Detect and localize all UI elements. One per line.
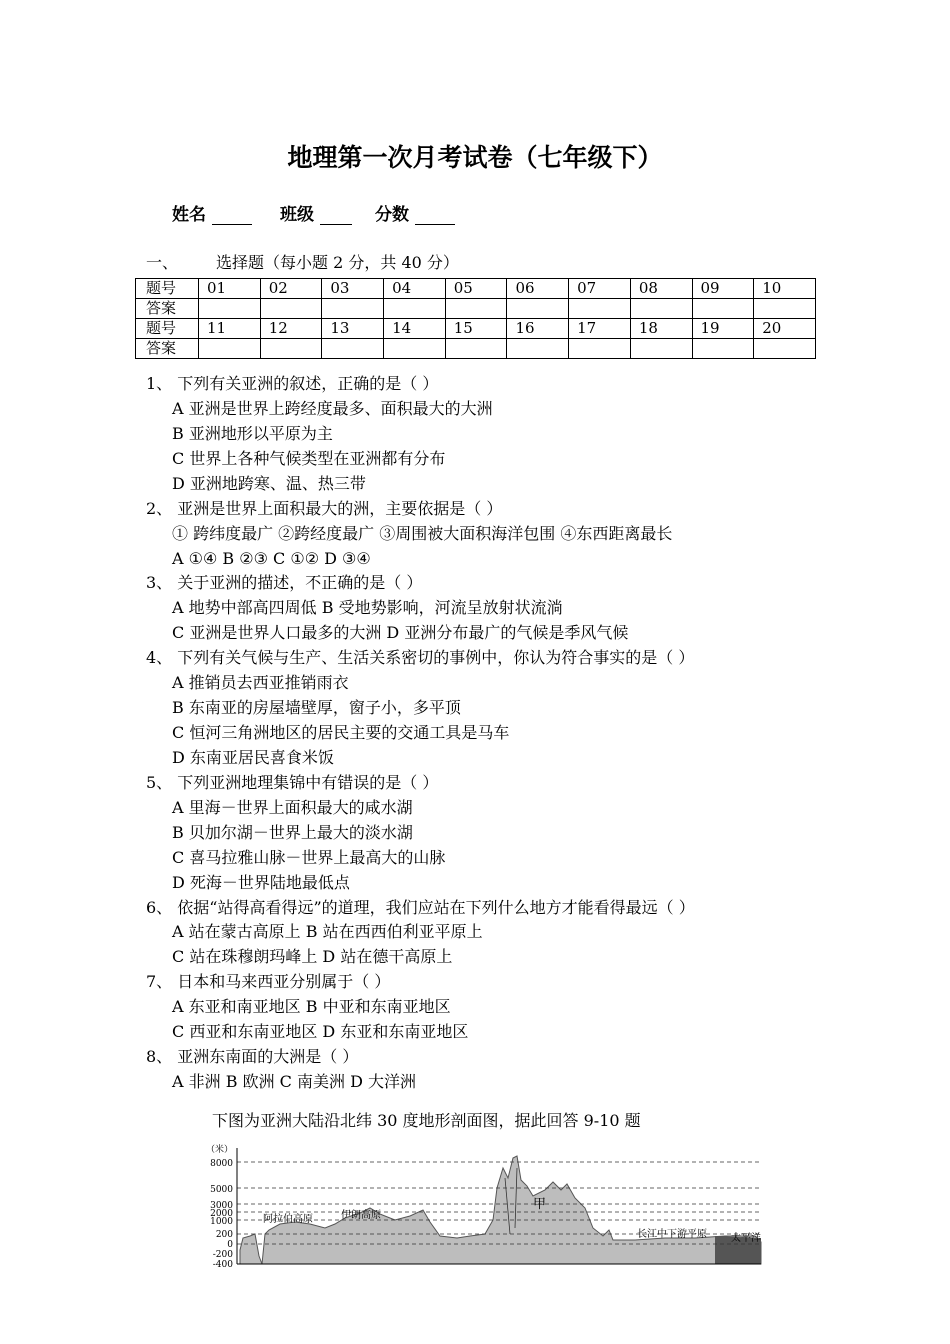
answer-cell[interactable] [384, 299, 446, 319]
number-cell: 12 [260, 319, 322, 339]
number-cell: 11 [199, 319, 261, 339]
score-label: 分数 [375, 205, 409, 225]
y-tick-label: 200 [215, 1230, 233, 1240]
number-cell: 01 [199, 279, 261, 299]
option[interactable]: C 西亚和东南亚地区 D 东亚和东南亚地区 [172, 1022, 469, 1041]
option[interactable]: A ①④ B ②③ C ①② D ③④ [172, 549, 371, 568]
answer-label-cell: 答案 [136, 299, 199, 319]
option[interactable]: B 贝加尔湖－世界上最大的淡水湖 [172, 823, 413, 842]
table-row [136, 319, 816, 339]
option[interactable]: C 喜马拉雅山脉－世界上最高大的山脉 [172, 848, 446, 867]
option[interactable]: B 亚洲地形以平原为主 [172, 424, 333, 443]
label-yangtze-plain: 长江中下游平原 [637, 1229, 707, 1240]
score-field[interactable] [375, 200, 455, 225]
y-tick-label: 2000 [210, 1209, 233, 1219]
option[interactable]: A 非洲 B 欧洲 C 南美洲 D 大洋洲 [172, 1072, 416, 1091]
number-cell: 19 [692, 319, 754, 339]
question-stem: 2、 亚洲是世界上面积最大的洲，主要依据是（ ） [146, 499, 503, 518]
number-cell: 13 [322, 319, 384, 339]
unit-label: （米） [205, 1145, 233, 1155]
terrain-profile-chart [195, 1138, 771, 1270]
answer-table [135, 278, 816, 359]
label-jia: 甲 [533, 1197, 547, 1212]
answer-cell[interactable] [569, 299, 631, 319]
section-number: 一、 [146, 253, 179, 272]
label-pacific: 太平洋 [731, 1233, 761, 1244]
number-cell: 17 [569, 319, 631, 339]
question-stem: 1、 下列有关亚洲的叙述，正确的是（ ） [146, 374, 439, 393]
option[interactable]: A 推销员去西亚推销雨衣 [172, 673, 349, 692]
header-cell: 题号 [136, 279, 199, 299]
answer-cell[interactable] [260, 339, 322, 359]
number-cell: 03 [322, 279, 384, 299]
table-row [136, 299, 816, 319]
figure-caption: 下图为亚洲大陆沿北纬 30 度地形剖面图，据此回答 9-10 题 [212, 1111, 641, 1130]
page-title: 地理第一次月考试卷（七年级下） [287, 143, 663, 172]
answer-cell[interactable] [260, 299, 322, 319]
option[interactable]: C 世界上各种气候类型在亚洲都有分布 [172, 449, 446, 468]
option[interactable]: C 站在珠穆朗玛峰上 D 站在德干高原上 [172, 947, 453, 966]
number-cell: 08 [630, 279, 692, 299]
number-cell: 04 [384, 279, 446, 299]
class-label: 班级 [280, 205, 314, 225]
number-cell: 09 [692, 279, 754, 299]
terrain-area [240, 1156, 761, 1264]
answer-cell[interactable] [445, 339, 507, 359]
answer-cell[interactable] [569, 339, 631, 359]
answer-cell[interactable] [630, 299, 692, 319]
y-tick-label: 8000 [210, 1159, 233, 1169]
option[interactable]: D 死海－世界陆地最低点 [172, 873, 350, 892]
option[interactable]: A 地势中部高四周低 B 受地势影响，河流呈放射状流淌 [172, 598, 563, 617]
section-heading [146, 250, 497, 273]
name-blank[interactable] [212, 206, 252, 225]
question-stem: 5、 下列亚洲地理集锦中有错误的是（ ） [146, 773, 439, 792]
number-cell: 10 [754, 279, 816, 299]
y-tick-label: 5000 [210, 1185, 233, 1195]
number-cell: 14 [384, 319, 446, 339]
option[interactable]: D 东南亚居民喜食米饭 [172, 748, 334, 767]
label-arabian-plateau: 阿拉伯高原 [263, 1214, 313, 1225]
number-cell: 18 [630, 319, 692, 339]
option[interactable]: C 亚洲是世界人口最多的大洲 D 亚洲分布最广的气候是季风气候 [172, 623, 629, 642]
option[interactable]: A 东亚和南亚地区 B 中亚和东南亚地区 [172, 997, 451, 1016]
header-cell: 题号 [136, 319, 199, 339]
answer-label-cell: 答案 [136, 339, 199, 359]
question-stem: 6、 依据“站得高看得远”的道理，我们应站在下列什么地方才能看得最远（ ） [146, 898, 695, 917]
option[interactable]: A 站在蒙古高原上 B 站在西西伯利亚平原上 [172, 922, 483, 941]
answer-cell[interactable] [199, 299, 261, 319]
option[interactable]: A 里海－世界上面积最大的咸水湖 [172, 798, 413, 817]
table-row [136, 279, 816, 299]
answer-cell[interactable] [384, 339, 446, 359]
section-label: 选择题（每小题 2 分，共 40 分） [216, 253, 459, 272]
y-tick-label: 1000 [210, 1217, 233, 1227]
question-stem: 7、 日本和马来西亚分别属于（ ） [146, 972, 391, 991]
option[interactable]: D 亚洲地跨寒、温、热三带 [172, 474, 366, 493]
option[interactable]: C 恒河三角洲地区的居民主要的交通工具是马车 [172, 723, 510, 742]
number-cell: 07 [569, 279, 631, 299]
answer-cell[interactable] [692, 339, 754, 359]
option: ① 跨纬度最广 ②跨经度最广 ③周围被大面积海洋包围 ④东西距离最长 [172, 524, 673, 543]
question-stem: 4、 下列有关气候与生产、生活关系密切的事例中，你认为符合事实的是（ ） [146, 648, 695, 667]
class-field[interactable] [280, 200, 352, 225]
question-stem: 3、 关于亚洲的描述，不正确的是（ ） [146, 573, 423, 592]
table-row [136, 339, 816, 359]
number-cell: 02 [260, 279, 322, 299]
number-cell: 20 [754, 319, 816, 339]
answer-cell[interactable] [199, 339, 261, 359]
y-tick-label: -200 [212, 1250, 233, 1260]
answer-cell[interactable] [754, 339, 816, 359]
class-blank[interactable] [320, 206, 352, 225]
y-tick-label: -400 [212, 1260, 233, 1270]
score-blank[interactable] [415, 206, 455, 225]
answer-cell[interactable] [754, 299, 816, 319]
y-tick-label: 0 [227, 1240, 233, 1250]
label-iranian-plateau: 伊朗高原 [341, 1210, 381, 1221]
answer-cell[interactable] [445, 299, 507, 319]
y-tick-label: 3000 [210, 1201, 233, 1211]
number-cell: 05 [445, 279, 507, 299]
answer-cell[interactable] [322, 299, 384, 319]
option[interactable]: B 东南亚的房屋墙壁厚，窗子小，多平顶 [172, 698, 461, 717]
answer-cell[interactable] [692, 299, 754, 319]
question-stem: 8、 亚洲东南面的大洲是（ ） [146, 1047, 359, 1066]
option[interactable]: A 亚洲是世界上跨经度最多、面积最大的大洲 [172, 399, 493, 418]
name-label: 姓名 [172, 205, 206, 225]
y-tick-labels [206, 1143, 233, 1270]
answer-cell[interactable] [322, 339, 384, 359]
number-cell: 16 [507, 319, 569, 339]
number-cell: 06 [507, 279, 569, 299]
answer-cell[interactable] [507, 299, 569, 319]
number-cell: 15 [445, 319, 507, 339]
name-field[interactable] [172, 200, 252, 225]
answer-cell[interactable] [507, 339, 569, 359]
answer-cell[interactable] [630, 339, 692, 359]
